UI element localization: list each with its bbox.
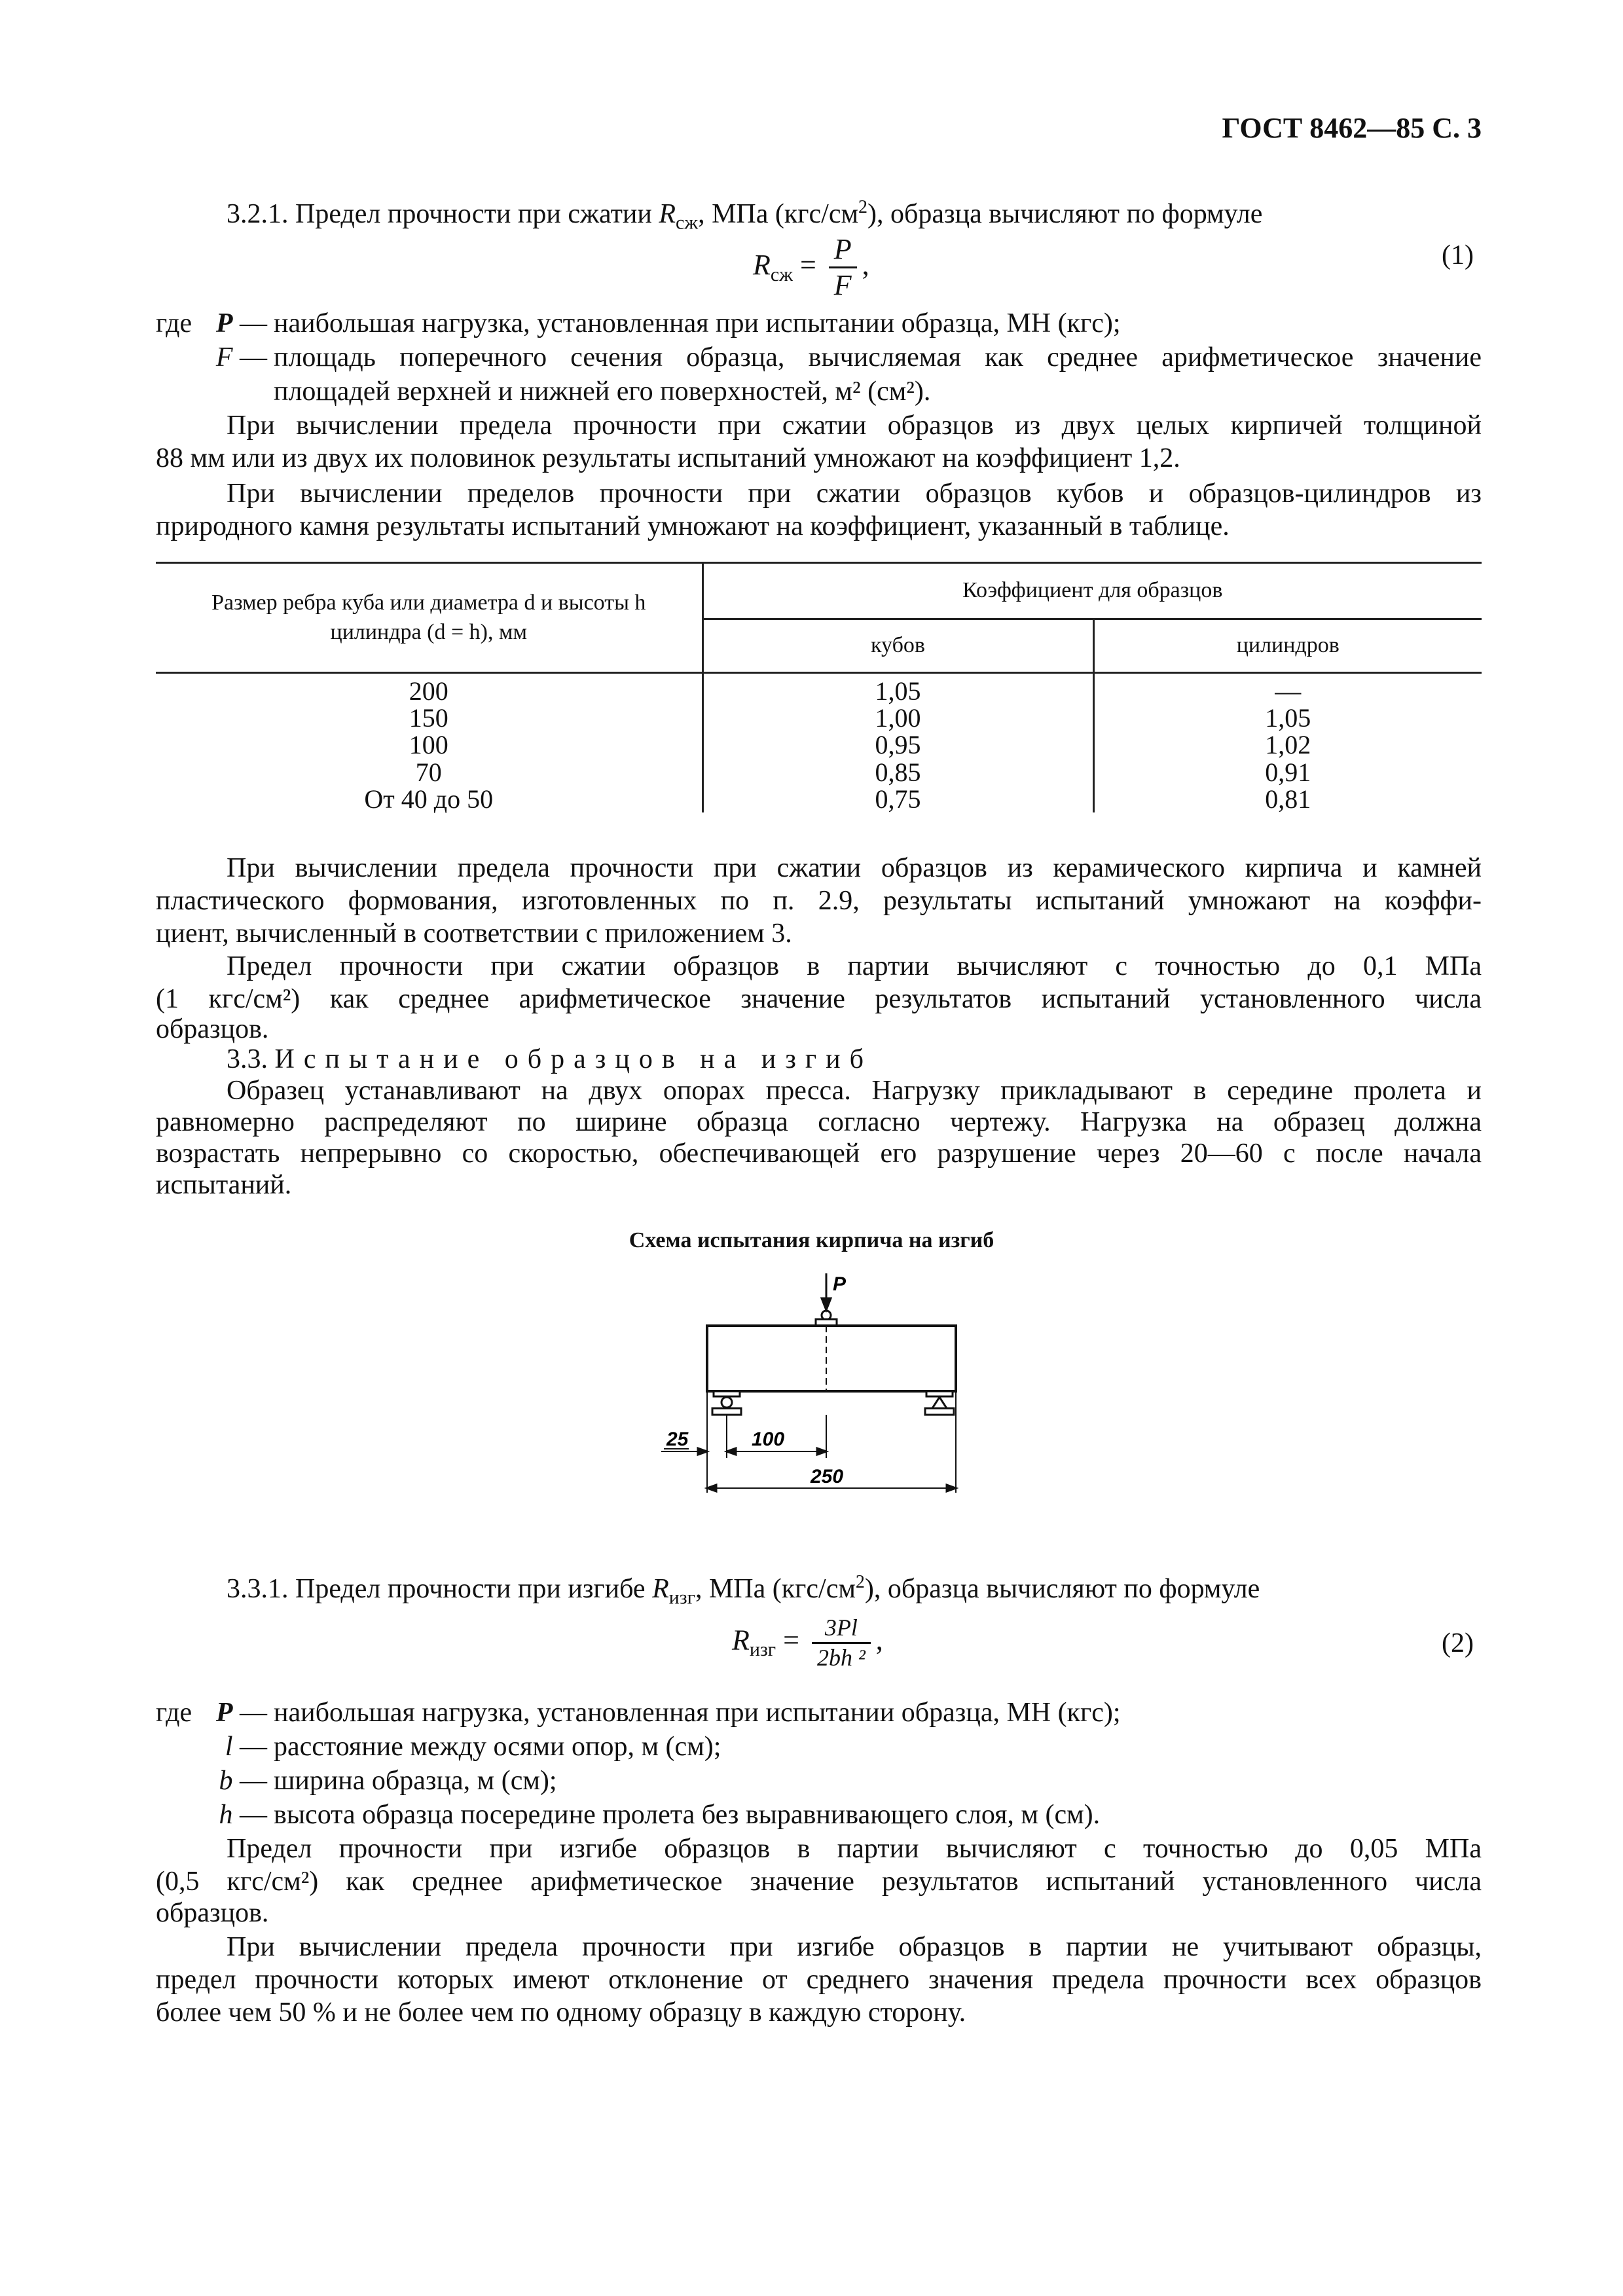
formula-1: $R_{сж}$ = $\frac{P}{F}$ , (753, 232, 869, 303)
table-row: 100 0,95 1,02 (156, 731, 1482, 758)
where-intro-1: где (156, 308, 192, 338)
paragraph-bending-batch-cont-1: (0,5 кгс/см²) как среднее арифметическое значение результатов испытаний установленного числа (156, 1867, 1482, 1897)
paragraph-bending-test: Образец устанавливают на двух опорах пресса. Нагрузку прикладывают в середине пролета и (227, 1076, 1482, 1106)
where-2-item-P: P — наибольшая нагрузка, установленная при испытании образца, МН (кгс); (215, 1698, 1121, 1728)
equation-number-1: (1) (1442, 240, 1474, 270)
bending-test-diagram (648, 1267, 989, 1542)
paragraph-compression-batch: Предел прочности при сжатии образцов в партии вычисляют с точностью до 0,1 МПа (227, 951, 1482, 981)
table-header-cylinders: цилиндров (1093, 619, 1482, 673)
paragraph-cubes-cont: природного камня результаты испытаний умножают на коэффициент, указанный в таблице. (156, 511, 1230, 541)
left-support-base (712, 1408, 741, 1415)
paragraph-two-bricks: При вычислении предела прочности при сжатии образцов из двух целых кирпичей толщиной (227, 410, 1482, 441)
coefficient-table (156, 562, 1482, 812)
paragraph-two-bricks-cont: 88 мм или из двух их половинок результаты испытаний умножают на коэффициент 1,2. (156, 443, 1180, 473)
where-intro-2: где (156, 1698, 192, 1728)
paragraph-bending-test-cont-3: испытаний. (156, 1170, 292, 1200)
brick-specimen (707, 1326, 956, 1391)
fraction: $\frac{P}{F}$ (829, 232, 857, 303)
paragraph-bending-test-cont-2: возрастать непрерывно со скоростью, обеспечивающей его разрушение через 20—60 с после начала (156, 1139, 1482, 1169)
paragraph-ceramic-cont-1: пластического формования, изготовленных по п. 2.9, результаты испытаний умножают на коэффи- (156, 886, 1482, 916)
load-label: P (833, 1273, 847, 1295)
table-row: 70 0,85 0,91 (156, 759, 1482, 786)
paragraph-bending-batch: Предел прочности при изгибе образцов в партии вычисляют с точностью до 0,05 МПа (227, 1834, 1482, 1864)
dimension-label-100: 100 (752, 1429, 785, 1450)
table-header-size: Размер ребра куба или диаметра d и высоты h цилиндра (d = h), мм (156, 563, 702, 673)
figure-title: Схема испытания кирпича на изгиб (629, 1228, 994, 1252)
paragraph-ceramic-cont-2: циент, вычисленный в соответствии с приложением 3. (156, 919, 792, 949)
paragraph-exclusion-cont-2: более чем 50 % и не более чем по одному образцу в каждую сторону. (156, 1997, 966, 2028)
formula-2: $R_{изг}$ = $\frac{3Pl}{\text{2bh ²}}$ , (732, 1614, 883, 1671)
left-support-roller (721, 1397, 732, 1408)
paragraph-ceramic: При вычислении предела прочности при сжатии образцов из керамического кирпича и камней (227, 853, 1482, 883)
paragraph-compression-batch-cont-2: образцов. (156, 1014, 269, 1044)
paragraph-exclusion: При вычислении предела прочности при изгибе образцов в партии не учитывают образцы, (227, 1932, 1482, 1962)
section-3-3-heading: 3.3. Испытание образцов на изгиб (227, 1044, 873, 1074)
table-row: 200 1,05 — (156, 673, 1482, 705)
table-row: 150 1,00 1,05 (156, 704, 1482, 731)
arrow-25 (698, 1448, 707, 1455)
where-2-item-h: h — высота образца посередине пролета без выравнивающего слоя, м (см). (219, 1800, 1101, 1830)
page-header: ГОСТ 8462—85 С. 3 (1222, 112, 1482, 144)
table-row: От 40 до 50 0,75 0,81 (156, 786, 1482, 812)
paragraph-bending-test-cont-1: равномерно распределяют по ширине образца согласно чертежу. Нагрузка на образец должна (156, 1107, 1482, 1137)
paragraph-compression-batch-cont-1: (1 кгс/см²) как среднее арифметическое значение результатов испытаний установленного числа (156, 984, 1482, 1014)
dimension-label-25: 25 (666, 1429, 689, 1450)
equation-number-2: (2) (1442, 1628, 1474, 1658)
right-support-base (925, 1408, 954, 1415)
arrow-250-left (707, 1485, 716, 1491)
dimension-label-250: 250 (811, 1466, 844, 1487)
paragraph-exclusion-cont-1: предел прочности которых имеют отклонение от среднего значения предела прочности всех образцов (156, 1965, 1482, 1995)
where-2-item-l: l — расстояние между осями опор, м (см); (225, 1732, 721, 1762)
arrow-250-right (947, 1485, 956, 1491)
table-header-group: Коэффициент для образцов (702, 563, 1482, 619)
paragraph-bending-batch-cont-2: образцов. (156, 1898, 269, 1928)
where-1-item-F: F — площадь поперечного сечения образца, вычисляемая как среднее арифметическое значение (215, 342, 1482, 373)
section-3-3-1-intro: 3.3.1. Предел прочности при изгибе $R_{изг}$, МПа $(кгс/см^2)$, образца вычисляют по формуле (227, 1572, 1260, 1609)
load-arrow-head (822, 1298, 831, 1310)
left-support-plate (714, 1391, 740, 1396)
arrow-100 (817, 1448, 826, 1455)
right-support-roller (932, 1397, 947, 1408)
fraction: $\frac{3Pl}{\text{2bh ²}}$ (812, 1614, 871, 1672)
where-1-item-F-cont: площадей верхней и нижней его поверхностей, м² (см²). (274, 376, 931, 407)
where-2-item-b: b — ширина образца, м (см); (219, 1766, 557, 1796)
table-header-cubes: кубов (702, 619, 1093, 673)
paragraph-cubes: При вычислении пределов прочности при сжатии образцов кубов и образцов-цилиндров из (227, 479, 1482, 509)
where-1-item-P: P — наибольшая нагрузка, установленная при испытании образца, МН (кгс); (215, 308, 1121, 338)
section-3-2-1-intro: 3.2.1. Предел прочности при сжатии $R_{сж}$, МПа $(кгс/см^2)$, образца вычисляют по формуле (227, 197, 1263, 234)
